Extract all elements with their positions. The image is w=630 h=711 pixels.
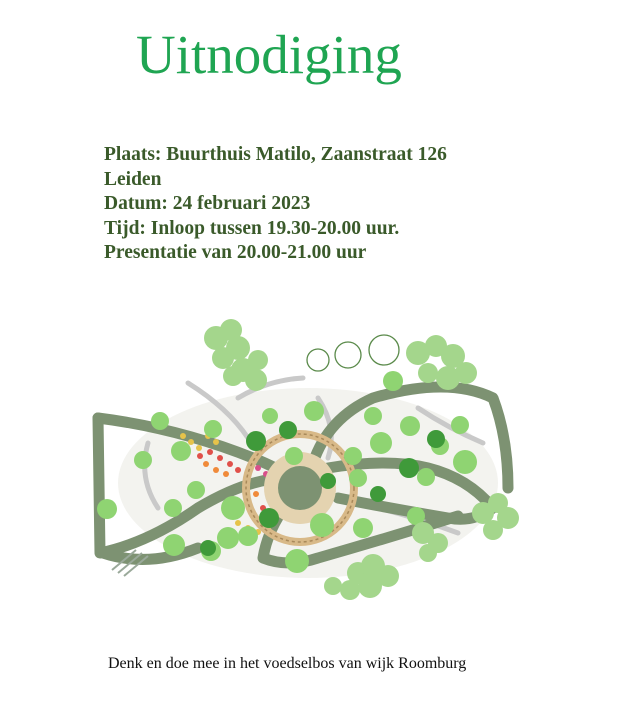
detail-location: Plaats: Buurthuis Matilo, Zaanstraat 126 bbox=[104, 144, 447, 165]
invitation-title: Uitnodiging bbox=[136, 24, 402, 85]
detail-time: Tijd: Inloop tussen 19.30-20.00 uur. bbox=[104, 217, 400, 239]
hedge-shrubs bbox=[307, 335, 399, 371]
detail-city: Leiden bbox=[104, 168, 162, 190]
tagline: Denk en doe mee in het voedselbos van wijk Roomburg bbox=[108, 655, 467, 672]
detail-date: Datum: 24 februari 2023 bbox=[104, 193, 311, 214]
detail-presentation: Presentatie van 20.00-21.00 uur bbox=[104, 242, 367, 263]
garden-plan-illustration bbox=[88, 318, 538, 614]
event-details bbox=[104, 143, 447, 266]
